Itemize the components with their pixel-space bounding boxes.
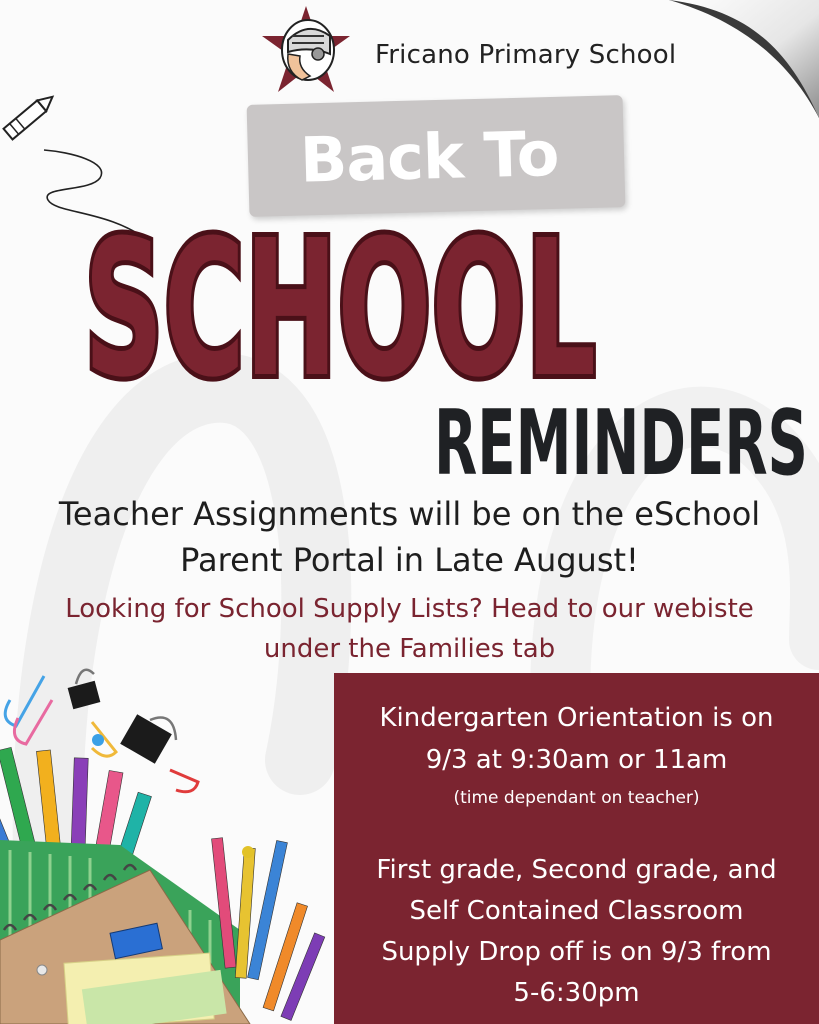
svg-text:SCHOOL: SCHOOL bbox=[84, 200, 596, 386]
drop-off-line-2: Self Contained Classroom bbox=[409, 896, 744, 926]
kindergarten-note: (time dependant on teacher) bbox=[453, 788, 700, 808]
knight-mascot-logo bbox=[258, 6, 354, 98]
teacher-assignments-line-1: Teacher Assignments will be on the eSchool bbox=[58, 495, 761, 533]
reminders-title bbox=[432, 388, 812, 480]
drop-off-line-1: First grade, Second grade, and bbox=[376, 855, 777, 885]
kindergarten-line-2: 9/3 at 9:30am or 11am bbox=[425, 745, 728, 775]
drop-off-line-4: 5-6:30pm bbox=[513, 978, 640, 1008]
drop-off-line-3: Supply Drop off is on 9/3 from bbox=[381, 937, 772, 967]
school-name: Fricano Primary School bbox=[375, 40, 677, 70]
back-to-text: Back To bbox=[299, 116, 560, 197]
svg-text:REMINDERS: REMINDERS bbox=[434, 391, 808, 480]
teacher-assignments-line-2: Parent Portal in Late August! bbox=[180, 541, 639, 579]
school-supplies-illustration bbox=[0, 640, 340, 1024]
school-title bbox=[80, 196, 600, 386]
supply-list-line-1: Looking for School Supply Lists? Head to our webiste bbox=[65, 594, 754, 624]
kindergarten-line-1: Kindergarten Orientation is on bbox=[379, 703, 774, 733]
supply-list-line-2: under the Families tab bbox=[263, 634, 556, 664]
